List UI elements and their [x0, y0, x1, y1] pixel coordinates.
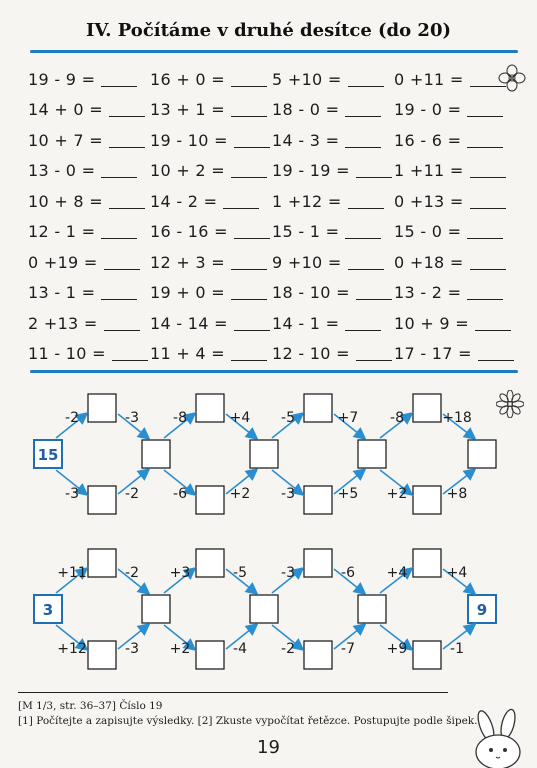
exercise-text: 5 +10 = [272, 69, 342, 89]
exercise-text: 16 + 0 = [150, 69, 226, 89]
operation-label: -7 [341, 641, 355, 657]
answer-box[interactable] [88, 641, 116, 669]
operation-label: +12 [57, 641, 87, 657]
answer-box[interactable] [413, 549, 441, 577]
operation-label: -3 [125, 641, 139, 657]
exercise-text: 1 +11 = [394, 161, 464, 181]
exercise-text: 19 - 10 = [150, 130, 228, 150]
operation-label: -5 [281, 410, 295, 426]
operation-label: -3 [281, 565, 295, 581]
exercise-text: 19 - 0 = [394, 100, 462, 120]
operation-label: -2 [65, 410, 79, 426]
exercise-text: 10 + 7 = [28, 130, 104, 150]
answer-box[interactable] [88, 549, 116, 577]
answer-box[interactable] [88, 394, 116, 422]
operation-label: +18 [442, 410, 472, 426]
operation-label: +9 [386, 641, 408, 657]
operation-label: -2 [281, 641, 295, 657]
operation-label: +4 [446, 565, 468, 581]
answer-box[interactable] [413, 394, 441, 422]
exercise-text: 14 - 1 = [272, 313, 340, 333]
answer-box[interactable] [88, 486, 116, 514]
answer-box[interactable] [196, 486, 224, 514]
page-number: 19 [257, 737, 280, 758]
bunny-icon [466, 708, 536, 768]
exercise-text: 11 - 10 = [28, 344, 106, 364]
answer-box[interactable] [142, 595, 170, 623]
operation-label: -6 [341, 565, 355, 581]
exercise-text: 0 +18 = [394, 252, 464, 272]
answer-box[interactable] [250, 440, 278, 468]
operation-label: -3 [281, 486, 295, 502]
operation-label: -2 [125, 565, 139, 581]
exercise-text: 13 - 0 = [28, 161, 96, 181]
answer-box[interactable] [413, 641, 441, 669]
operation-label: -6 [173, 486, 187, 502]
operation-label: +5 [337, 486, 359, 502]
answer-box[interactable] [304, 549, 332, 577]
answer-box[interactable] [304, 394, 332, 422]
exercise-text: 16 - 6 = [394, 130, 462, 150]
exercise-text: 17 - 17 = [394, 344, 472, 364]
exercise-text: 10 + 9 = [394, 313, 470, 333]
exercise-text: 13 + 1 = [150, 100, 226, 120]
exercise-text: 14 - 2 = [150, 191, 218, 211]
answer-box[interactable] [196, 394, 224, 422]
exercise-text: 10 + 2 = [150, 161, 226, 181]
exercise-text: 1 +12 = [272, 191, 342, 211]
answer-box[interactable] [358, 440, 386, 468]
operation-label: -3 [65, 486, 79, 502]
operation-label: -1 [450, 641, 464, 657]
exercise-text: 0 +11 = [394, 69, 464, 89]
operation-label: -2 [125, 486, 139, 502]
exercise-text: 16 - 16 = [150, 222, 228, 242]
answer-box[interactable] [304, 486, 332, 514]
end-number: 9 [476, 601, 488, 619]
exercise-text: 15 - 1 = [272, 222, 340, 242]
exercise-text: 12 - 1 = [28, 222, 96, 242]
operation-label: +4 [229, 410, 251, 426]
operation-label: -8 [173, 410, 187, 426]
answer-box[interactable] [196, 549, 224, 577]
exercise-text: 15 - 0 = [394, 222, 462, 242]
exercise-text: 19 - 19 = [272, 161, 350, 181]
answer-box[interactable] [358, 595, 386, 623]
exercise-text: 10 + 8 = [28, 191, 104, 211]
exercise-text: 0 +19 = [28, 252, 98, 272]
exercise-text: 13 - 1 = [28, 283, 96, 303]
operation-label: +2 [169, 641, 191, 657]
exercise-text: 14 + 0 = [28, 100, 104, 120]
operation-label: -5 [233, 565, 247, 581]
exercise-text: 12 - 10 = [272, 344, 350, 364]
exercise-text: 14 - 14 = [150, 313, 228, 333]
footer-instructions: [1] Počítejte a zapisujte výsledky. [2] Zkuste vypočítat řetězce. Postupujte podle šipek. [18, 715, 478, 727]
operation-label: +2 [229, 486, 251, 502]
operation-label: +7 [337, 410, 359, 426]
page-title: IV. Počítáme v druhé desítce (do 20) [85, 20, 451, 41]
operation-label: +8 [446, 486, 468, 502]
exercise-text: 13 - 2 = [394, 283, 462, 303]
exercise-text: 12 + 3 = [150, 252, 226, 272]
footer-divider [18, 692, 448, 693]
answer-box[interactable] [142, 440, 170, 468]
answer-box[interactable] [468, 440, 496, 468]
exercise-text: 14 - 3 = [272, 130, 340, 150]
exercise-text: 18 - 10 = [272, 283, 350, 303]
exercise-text: 19 - 9 = [28, 69, 96, 89]
operation-label: -3 [125, 410, 139, 426]
exercise-text: 19 + 0 = [150, 283, 226, 303]
footer-reference: [M 1/3, str. 36–37] Číslo 19 [18, 700, 163, 712]
operation-label: +2 [386, 486, 408, 502]
answer-box[interactable] [304, 641, 332, 669]
operation-label: +11 [57, 565, 87, 581]
operation-label: -8 [390, 410, 404, 426]
operation-label: +4 [386, 565, 408, 581]
start-number: 15 [37, 446, 59, 464]
exercise-text: 11 + 4 = [150, 344, 226, 364]
exercise-text: 2 +13 = [28, 313, 98, 333]
answer-box[interactable] [413, 486, 441, 514]
operation-label: -4 [233, 641, 247, 657]
start-number: 3 [42, 601, 54, 619]
operation-label: +3 [169, 565, 191, 581]
exercise-text: 18 - 0 = [272, 100, 340, 120]
answer-box[interactable] [250, 595, 278, 623]
answer-box[interactable] [196, 641, 224, 669]
exercise-text: 9 +10 = [272, 252, 342, 272]
exercise-text: 0 +13 = [394, 191, 464, 211]
